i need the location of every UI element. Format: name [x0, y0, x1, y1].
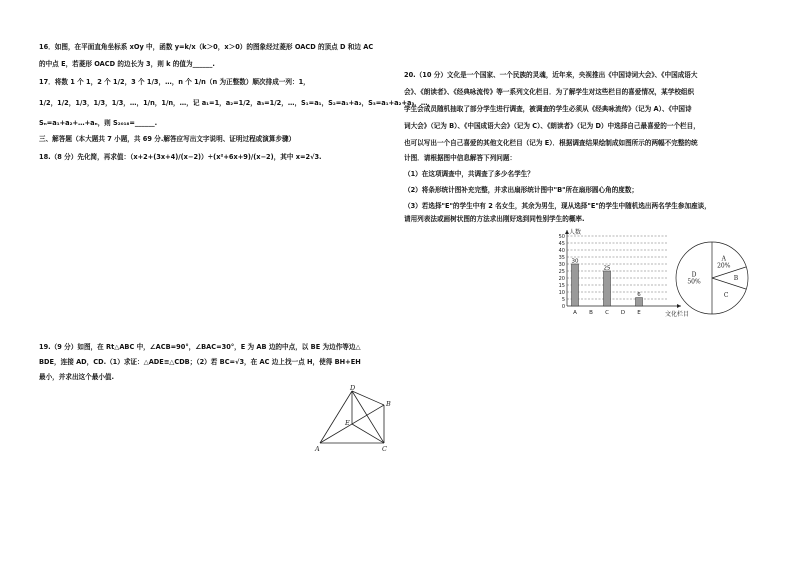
y-axis-title: 人数: [569, 229, 582, 236]
q19-line3: 最小，并求出这个最小值.: [39, 373, 115, 381]
y-tick-label: 30: [558, 262, 565, 268]
y-tick-label: 35: [558, 255, 565, 261]
bar-C: [604, 271, 611, 306]
x-tick-label: A: [573, 310, 577, 316]
segment-ec: [352, 424, 384, 443]
label-b: B: [386, 400, 391, 408]
segment-db: [352, 391, 384, 405]
q20-sub2: （2）将条形统计图补充完整，并求出扇形统计图中"B"所在扇形圆心角的度数；: [404, 186, 639, 194]
x-tick-label: B: [589, 310, 593, 316]
segment-ad: [320, 391, 352, 443]
q19-line1: 19.（9 分）如图，在 Rt△ABC 中，∠ACB=90°，∠BAC=30°，E 为 AB 边的中点，以 BE 为边作等边△: [39, 343, 361, 351]
q16-line1: 16．如图，在平面直角坐标系 xOy 中，函数 y=k/x（k＞0，x＞0）的图象经过菱形 OACD 的顶点 D 和边 AC: [39, 43, 374, 51]
q20-line1: 20.（10 分）文化是一个国家、一个民族的灵魂，近年来，央视推出《中国诗词大会》、《中国成语大: [404, 71, 698, 79]
y-tick-label: 50: [558, 234, 565, 240]
bar-E: [636, 298, 643, 306]
y-tick-label: 20: [558, 276, 565, 282]
bar-value-label: 6: [637, 292, 641, 299]
pie-label-A: 20%: [717, 262, 731, 270]
pie-chart: [672, 238, 752, 318]
q20-line2: 会》、《朗读者》、《经典咏流传》等一系列文化栏目．为了解学生对这些栏目的喜爱情况，某学校组织: [404, 88, 695, 96]
label-d: D: [350, 385, 356, 392]
y-tick-label: 5: [561, 297, 565, 303]
q17-line2: 1/2，1/2，1/3，1/3，1/3，…，1/n，1/n，…，记 a₁=1，a₂=1/2，a₃=1/2，…，S₁=a₁，S₂=a₁+a₂，S₃=a₁+a₂+a₃，…，: [39, 99, 435, 107]
x-tick-label: D: [620, 310, 626, 316]
q20-sub3a: （3）若选择"E"的学生中有 2 名女生，其余为男生，现从选择"E"的学生中随机选出两名学生参加座谈，: [404, 202, 711, 210]
x-tick-label: C: [605, 310, 609, 316]
x-axis-title: 文化栏目: [665, 311, 690, 318]
x-tick-label: E: [637, 310, 641, 316]
pie-label-A: A: [721, 255, 726, 263]
bar-value-label: 25: [603, 265, 611, 272]
y-tick-label: 0: [561, 304, 565, 310]
label-c: C: [382, 445, 387, 453]
q16-line2: 的中点 E，若菱形 OACD 的边长为 3，则 k 的值为______.: [39, 60, 215, 68]
q18: 18.（8 分）先化简，再求值：（x+2+(3x+4)/(x−2)）÷(x²+6x+9)/(x−2)，其中 x=2√3.: [39, 153, 322, 161]
q20-line6: 计图．请根据图中信息解答下列问题：: [404, 154, 517, 162]
y-tick-label: 15: [558, 283, 565, 289]
bar-A: [572, 264, 579, 306]
y-tick-label: 45: [558, 241, 565, 247]
pie-label-D: D: [691, 271, 697, 279]
label-a: A: [315, 445, 320, 453]
label-e: E: [345, 419, 350, 427]
pie-label-D: 50%: [687, 278, 701, 286]
y-tick-label: 10: [558, 290, 565, 296]
q19-line2: BDE，连接 AD，CD.（1）求证：△ADE≌△CDB；（2）若 BC=√3，在 AC 边上找一点 H，使得 BH+EH: [39, 358, 361, 366]
section3-heading: 三、解答题（本大题共 7 小题，共 69 分.解答应写出文字说明、证明过程或演算步骤）: [39, 135, 296, 143]
q20-sub3b: 请用列表法或画树状图的方法求出刚好选到同性别学生的概率.: [404, 215, 585, 223]
q17-line1: 17．将数 1 个 1，2 个 1/2，3 个 1/3，…，n 个 1/n（n 为正整数）顺次排成一列：1，: [39, 78, 310, 86]
bar-value-label: 30: [571, 258, 579, 265]
pie-label-C: C: [723, 291, 729, 299]
y-tick-label: 40: [558, 248, 565, 254]
q20-sub1: （1）在这项调查中，共调查了多少名学生？: [404, 170, 534, 178]
y-tick-label: 25: [558, 269, 565, 275]
q17-line3: Sₙ=a₁+a₂+…+aₙ，则 S₂₀₁₈=______.: [39, 119, 158, 127]
pie-label-B: B: [733, 275, 739, 282]
q19-geometry-figure: [314, 385, 404, 455]
q20-line5: 也可以写出一个自己喜爱的其他文化栏目（记为 E）．根据调查结果绘制成如图所示的两幅不完整的统: [404, 139, 698, 147]
q20-line4: 词大会》（记为 B）、《中国成语大会》（记为 C）、《朗读者》（记为 D）中选择自己最喜爱的一个栏目，: [404, 122, 700, 130]
segment-dc: [352, 391, 384, 443]
q20-line3: 学生会成员随机抽取了部分学生进行调查，被调查的学生必须从《经典咏流传》（记为 A）、《中国诗: [404, 105, 692, 113]
